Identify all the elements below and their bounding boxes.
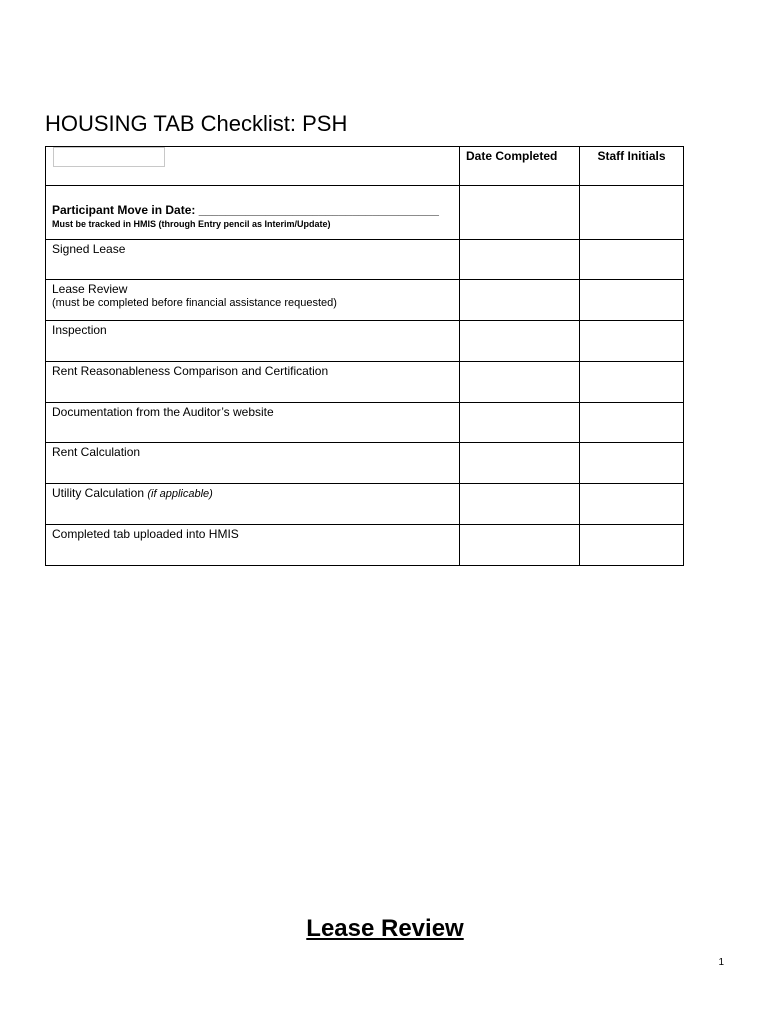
date-completed-cell[interactable] — [460, 484, 580, 525]
row-italic-note: (if applicable) — [147, 488, 213, 500]
staff-initials-cell[interactable] — [580, 186, 684, 240]
date-completed-cell[interactable] — [460, 525, 580, 566]
date-completed-cell[interactable] — [460, 240, 580, 280]
staff-initials-cell[interactable] — [580, 321, 684, 362]
row-label: Documentation from the Auditor’s website — [52, 405, 274, 419]
date-completed-cell[interactable] — [460, 280, 580, 321]
staff-initials-cell[interactable] — [580, 280, 684, 321]
table-row — [46, 525, 684, 566]
row-label: Utility Calculation — [52, 486, 145, 500]
header-blank-cell — [46, 147, 460, 186]
staff-initials-cell[interactable] — [580, 525, 684, 566]
row-label: Rent Reasonableness Comparison and Certification — [52, 364, 329, 378]
move-in-date-label: Participant Move in Date: ____________________________________ — [52, 203, 439, 217]
table-row — [46, 240, 684, 280]
table-header-row — [46, 147, 684, 186]
staff-initials-cell[interactable] — [580, 362, 684, 403]
checklist-table — [45, 146, 684, 566]
table-row — [46, 484, 684, 525]
row-label: Rent Calculation — [52, 445, 141, 459]
staff-initials-cell[interactable] — [580, 240, 684, 280]
page-title: HOUSING TAB Checklist: PSH — [45, 111, 348, 136]
page-number: 1 — [718, 957, 724, 968]
staff-initials-cell[interactable] — [580, 484, 684, 525]
date-completed-cell[interactable] — [460, 186, 580, 240]
row-label: Completed tab uploaded into HMIS — [52, 527, 239, 541]
blank-field-box — [53, 147, 165, 167]
row-sublabel: (must be completed before financial assistance requested) — [52, 297, 337, 309]
row-label: Inspection — [52, 323, 107, 337]
table-row — [46, 280, 684, 321]
row-label: Signed Lease — [52, 242, 126, 256]
table-row — [46, 321, 684, 362]
date-completed-cell[interactable] — [460, 403, 580, 443]
staff-initials-cell[interactable] — [580, 403, 684, 443]
header-staff-initials: Staff Initials — [580, 147, 684, 186]
table-row — [46, 443, 684, 484]
table-row — [46, 362, 684, 403]
section-heading: Lease Review — [306, 915, 464, 942]
date-completed-cell[interactable] — [460, 321, 580, 362]
move-in-note: Must be tracked in HMIS (through Entry pencil as Interim/Update) — [52, 219, 331, 229]
move-in-cell — [46, 186, 460, 240]
date-completed-cell[interactable] — [460, 443, 580, 484]
table-row-move-in — [46, 186, 684, 240]
row-label: Lease Review — [52, 282, 128, 296]
staff-initials-cell[interactable] — [580, 443, 684, 484]
table-row — [46, 403, 684, 443]
header-date-completed: Date Completed — [460, 147, 580, 186]
date-completed-cell[interactable] — [460, 362, 580, 403]
